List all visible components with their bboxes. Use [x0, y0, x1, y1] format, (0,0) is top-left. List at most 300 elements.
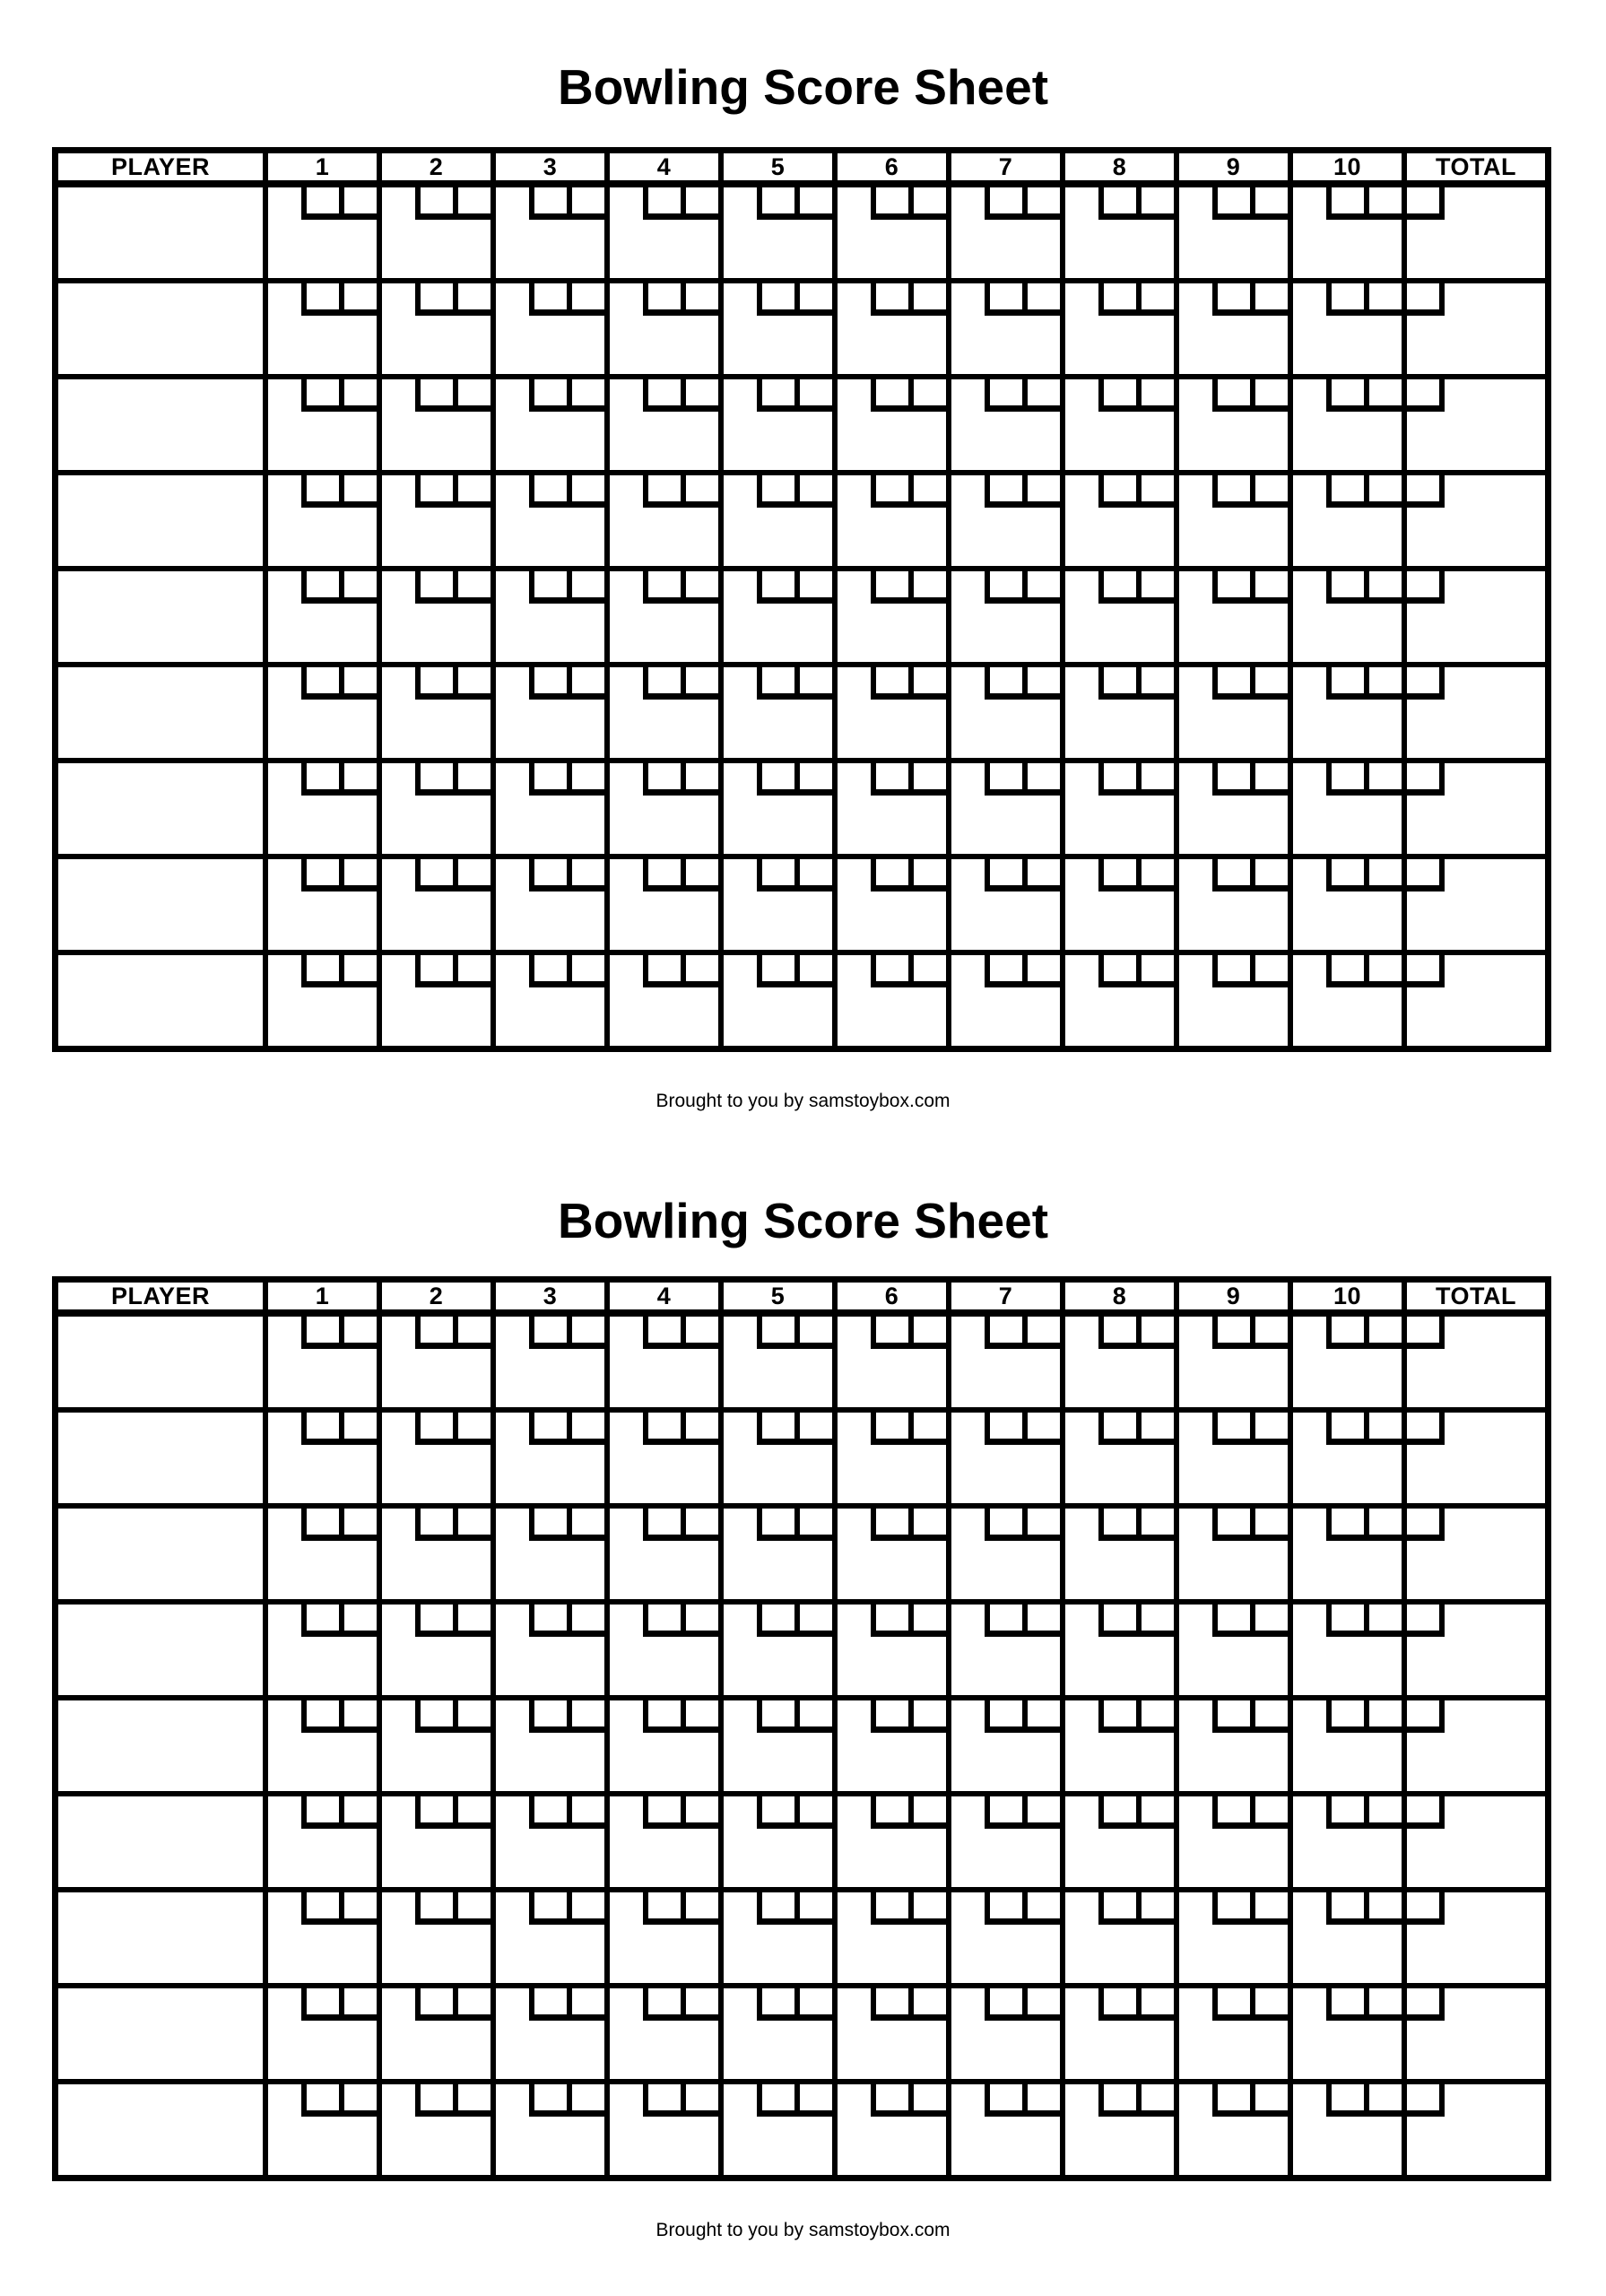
frame-5-cell [718, 1605, 832, 1695]
throw-boxes [757, 1509, 832, 1541]
throw-box [415, 379, 453, 405]
frame-10-cell [1288, 1509, 1402, 1599]
frame-10-cell [1288, 1605, 1402, 1695]
frame-4-cell [604, 571, 718, 662]
throw-box [1250, 187, 1288, 213]
throw-boxes [529, 1892, 604, 1925]
throw-boxes [301, 283, 377, 316]
frame-4-cell [604, 475, 718, 566]
throw-box [757, 1988, 794, 2014]
throw-boxes [1212, 667, 1288, 700]
throw-boxes [301, 1509, 377, 1541]
frame-6-cell [832, 1509, 946, 1599]
player-row [58, 662, 1545, 758]
throw-box [1022, 1413, 1060, 1439]
frame-9-cell [1174, 1317, 1288, 1407]
throw-boxes [643, 1509, 718, 1541]
header-frame-10: 10 [1288, 153, 1402, 181]
frame-2-cell [377, 1317, 490, 1407]
frame-7-cell [946, 1413, 1060, 1503]
total-cell [1402, 475, 1545, 566]
throw-box [453, 763, 490, 789]
throw-box [1326, 955, 1364, 981]
frame-5-cell [718, 1317, 832, 1407]
throw-box [301, 379, 339, 405]
player-row [58, 1599, 1545, 1695]
throw-boxes [757, 283, 832, 316]
frame-7-cell [946, 1892, 1060, 1983]
throw-boxes [985, 667, 1060, 700]
throw-boxes [529, 667, 604, 700]
frame-7-cell [946, 1509, 1060, 1599]
throw-box [757, 187, 794, 213]
throw-boxes [529, 1413, 604, 1445]
throw-box [643, 667, 681, 693]
throw-box [1364, 571, 1402, 597]
frame-10-cell [1288, 1700, 1402, 1791]
throw-box [339, 1796, 377, 1822]
throw-box [453, 187, 490, 213]
throw-boxes [1326, 1892, 1402, 1925]
frame-1-cell [263, 475, 377, 566]
throw-boxes [1098, 763, 1174, 796]
frame-9-cell [1174, 2084, 1288, 2175]
frame-7-cell [946, 475, 1060, 566]
frame-4-cell [604, 2084, 718, 2175]
throw-boxes [1326, 1413, 1402, 1445]
throw-boxes [1098, 955, 1174, 987]
total-cell [1402, 1700, 1545, 1791]
throw-box [643, 187, 681, 213]
frame-3-cell [490, 1796, 604, 1887]
throw-box-extra [1407, 379, 1445, 412]
player-name-cell [58, 1796, 263, 1887]
throw-boxes [643, 763, 718, 796]
throw-boxes [643, 1700, 718, 1733]
frame-2-cell [377, 475, 490, 566]
frame-5-cell [718, 2084, 832, 2175]
player-row [58, 758, 1545, 854]
throw-box [1136, 1509, 1174, 1535]
frame-7-cell [946, 2084, 1060, 2175]
throw-box [1250, 1700, 1288, 1726]
throw-box [1022, 1700, 1060, 1726]
throw-box [529, 1413, 567, 1439]
frame-6-cell [832, 571, 946, 662]
player-name-cell [58, 1988, 263, 2079]
throw-boxes [1098, 1509, 1174, 1541]
throw-box [643, 763, 681, 789]
throw-box [1250, 1796, 1288, 1822]
frame-4-cell [604, 667, 718, 758]
throw-boxes [1326, 187, 1402, 220]
throw-box [1364, 475, 1402, 501]
throw-box [643, 475, 681, 501]
throw-box [1098, 1413, 1136, 1439]
frame-7-cell [946, 1988, 1060, 2079]
frame-8-cell [1060, 283, 1174, 374]
throw-boxes [643, 859, 718, 891]
frame-6-cell [832, 859, 946, 950]
frame-8-cell [1060, 379, 1174, 470]
throw-box [1364, 187, 1402, 213]
throw-boxes [1212, 1988, 1288, 2021]
frame-4-cell [604, 379, 718, 470]
throw-box [1136, 955, 1174, 981]
throw-box [301, 955, 339, 981]
frame-10-cell [1288, 763, 1402, 854]
throw-box [908, 2084, 946, 2110]
throw-box [794, 475, 832, 501]
throw-boxes [1212, 1605, 1288, 1637]
throw-box [415, 667, 453, 693]
throw-box [301, 667, 339, 693]
throw-box [1364, 1796, 1402, 1822]
throw-box [339, 763, 377, 789]
header-frame-7: 7 [946, 153, 1060, 181]
throw-box [871, 1700, 908, 1726]
throw-box [1250, 859, 1288, 885]
header-frame-6: 6 [832, 1283, 946, 1310]
throw-boxes [301, 1796, 377, 1829]
frame-10-cell [1288, 1796, 1402, 1887]
throw-boxes [529, 1988, 604, 2021]
frame-4-cell [604, 763, 718, 854]
throw-box [1364, 2084, 1402, 2110]
throw-box [908, 1796, 946, 1822]
throw-boxes [985, 1796, 1060, 1829]
frame-8-cell [1060, 1413, 1174, 1503]
throw-box [908, 859, 946, 885]
throw-box [1212, 1796, 1250, 1822]
throw-boxes [871, 379, 946, 412]
throw-box [1326, 1317, 1364, 1343]
frame-9-cell [1174, 1892, 1288, 1983]
throw-boxes [301, 2084, 377, 2117]
score-sheet-1 [0, 0, 1606, 1113]
frame-3-cell [490, 283, 604, 374]
throw-boxes [757, 1892, 832, 1925]
throw-boxes [415, 667, 490, 700]
frame-2-cell [377, 283, 490, 374]
throw-box [415, 475, 453, 501]
frame-1-cell [263, 1892, 377, 1983]
total-cell [1402, 571, 1545, 662]
throw-box [1212, 2084, 1250, 2110]
frame-2-cell [377, 667, 490, 758]
throw-boxes [871, 667, 946, 700]
frame-1-cell [263, 1988, 377, 2079]
header-total: TOTAL [1402, 153, 1545, 181]
header-frame-4: 4 [604, 153, 718, 181]
throw-box [567, 2084, 604, 2110]
total-cell [1402, 1892, 1545, 1983]
throw-box [643, 1700, 681, 1726]
header-frame-3: 3 [490, 153, 604, 181]
throw-box [908, 955, 946, 981]
throw-box [415, 1509, 453, 1535]
frame-1-cell [263, 379, 377, 470]
throw-box [985, 859, 1022, 885]
total-cell [1402, 1988, 1545, 2079]
frame-4-cell [604, 187, 718, 278]
throw-boxes [985, 955, 1060, 987]
frame-3-cell [490, 1413, 604, 1503]
throw-boxes [643, 2084, 718, 2117]
throw-box [1326, 187, 1364, 213]
throw-box [1250, 763, 1288, 789]
throw-box [757, 571, 794, 597]
throw-box [453, 859, 490, 885]
throw-boxes [1212, 1700, 1288, 1733]
throw-boxes [985, 1700, 1060, 1733]
throw-boxes [415, 1413, 490, 1445]
throw-box [681, 187, 718, 213]
throw-box [1326, 1988, 1364, 2014]
throw-boxes [757, 859, 832, 891]
throw-box [567, 187, 604, 213]
throw-box [757, 1413, 794, 1439]
throw-box [681, 859, 718, 885]
throw-boxes [1212, 955, 1288, 987]
throw-box [1098, 1605, 1136, 1631]
throw-box-extra [1407, 1892, 1445, 1925]
throw-boxes [871, 187, 946, 220]
frame-1-cell [263, 283, 377, 374]
throw-boxes [529, 1605, 604, 1637]
frame-5-cell [718, 379, 832, 470]
throw-box [794, 859, 832, 885]
frame-2-cell [377, 1988, 490, 2079]
throw-box [529, 1892, 567, 1918]
throw-box [1136, 1892, 1174, 1918]
throw-box [415, 763, 453, 789]
throw-boxes [985, 187, 1060, 220]
frame-7-cell [946, 955, 1060, 1046]
throw-box [681, 2084, 718, 2110]
throw-box [794, 571, 832, 597]
throw-box [1136, 859, 1174, 885]
frame-10-cell [1288, 283, 1402, 374]
throw-box-extra [1407, 763, 1445, 796]
throw-box [757, 2084, 794, 2110]
throw-boxes [985, 1605, 1060, 1637]
throw-box [301, 1509, 339, 1535]
throw-box [871, 1605, 908, 1631]
throw-boxes [757, 1988, 832, 2021]
throw-box [985, 1317, 1022, 1343]
frame-9-cell [1174, 475, 1288, 566]
throw-box [1098, 475, 1136, 501]
frame-6-cell [832, 1605, 946, 1695]
frame-6-cell [832, 283, 946, 374]
frame-5-cell [718, 1988, 832, 2079]
throw-box [1022, 667, 1060, 693]
throw-box [301, 1796, 339, 1822]
throw-box [567, 283, 604, 309]
throw-boxes [1098, 1605, 1174, 1637]
throw-box [757, 1317, 794, 1343]
frame-7-cell [946, 187, 1060, 278]
throw-boxes [415, 1796, 490, 1829]
frame-10-cell [1288, 187, 1402, 278]
throw-box [1098, 1700, 1136, 1726]
frame-8-cell [1060, 667, 1174, 758]
throw-boxes [985, 571, 1060, 604]
throw-box [681, 1317, 718, 1343]
throw-box [1136, 1700, 1174, 1726]
throw-box [1212, 1605, 1250, 1631]
frame-4-cell [604, 1509, 718, 1599]
throw-box [985, 1700, 1022, 1726]
throw-box [985, 2084, 1022, 2110]
throw-box [1212, 571, 1250, 597]
player-name-cell [58, 859, 263, 950]
frame-9-cell [1174, 763, 1288, 854]
throw-box [643, 283, 681, 309]
throw-boxes [757, 763, 832, 796]
throw-box [1212, 187, 1250, 213]
throw-boxes [1326, 1317, 1402, 1349]
throw-box [908, 1700, 946, 1726]
throw-box [908, 763, 946, 789]
frame-5-cell [718, 859, 832, 950]
throw-boxes [757, 1796, 832, 1829]
throw-boxes [757, 955, 832, 987]
frame-5-cell [718, 1892, 832, 1983]
frame-7-cell [946, 859, 1060, 950]
throw-box [908, 379, 946, 405]
player-row [58, 1695, 1545, 1791]
throw-box [871, 1796, 908, 1822]
throw-box [1098, 1796, 1136, 1822]
throw-boxes [871, 859, 946, 891]
throw-boxes [415, 1700, 490, 1733]
throw-box [757, 859, 794, 885]
frame-2-cell [377, 571, 490, 662]
throw-box [567, 1892, 604, 1918]
throw-boxes [301, 955, 377, 987]
throw-boxes [415, 1988, 490, 2021]
throw-box [1022, 1988, 1060, 2014]
throw-boxes [985, 283, 1060, 316]
throw-box [301, 859, 339, 885]
throw-box [871, 571, 908, 597]
throw-boxes [301, 667, 377, 700]
throw-box [908, 1892, 946, 1918]
throw-box [1212, 1700, 1250, 1726]
throw-boxes [985, 1509, 1060, 1541]
frame-3-cell [490, 859, 604, 950]
throw-box [1212, 859, 1250, 885]
throw-boxes [871, 1988, 946, 2021]
total-cell [1402, 379, 1545, 470]
throw-box [985, 571, 1022, 597]
frame-3-cell [490, 1509, 604, 1599]
frame-2-cell [377, 1892, 490, 1983]
throw-box [1136, 379, 1174, 405]
throw-box [529, 1605, 567, 1631]
throw-boxes [643, 571, 718, 604]
throw-box [453, 1892, 490, 1918]
throw-box [1250, 2084, 1288, 2110]
frame-5-cell [718, 1413, 832, 1503]
throw-boxes [415, 475, 490, 508]
throw-box [567, 571, 604, 597]
throw-box [453, 955, 490, 981]
throw-box [453, 571, 490, 597]
total-cell [1402, 1317, 1545, 1407]
throw-boxes [985, 379, 1060, 412]
throw-boxes [1098, 475, 1174, 508]
throw-boxes [415, 1892, 490, 1925]
player-name-cell [58, 1413, 263, 1503]
throw-box [1136, 187, 1174, 213]
throw-box [643, 955, 681, 981]
frame-1-cell [263, 1413, 377, 1503]
throw-box [1022, 1605, 1060, 1631]
frame-5-cell [718, 187, 832, 278]
player-row [58, 950, 1545, 1046]
frame-3-cell [490, 763, 604, 854]
frame-8-cell [1060, 2084, 1174, 2175]
frame-6-cell [832, 1700, 946, 1791]
throw-box [643, 1413, 681, 1439]
throw-box [643, 1796, 681, 1822]
throw-box [529, 1509, 567, 1535]
frame-4-cell [604, 1605, 718, 1695]
throw-boxes [301, 1988, 377, 2021]
throw-box [681, 571, 718, 597]
throw-box [339, 955, 377, 981]
throw-box [1326, 1413, 1364, 1439]
frame-4-cell [604, 1317, 718, 1407]
throw-boxes [1326, 475, 1402, 508]
player-row [58, 566, 1545, 662]
throw-box [529, 1700, 567, 1726]
throw-box [643, 1317, 681, 1343]
throw-box [1136, 2084, 1174, 2110]
throw-box [339, 571, 377, 597]
throw-box [1136, 1413, 1174, 1439]
throw-box-extra [1407, 2084, 1445, 2117]
throw-box [1022, 1796, 1060, 1822]
throw-box-extra [1407, 1509, 1445, 1541]
total-cell [1402, 859, 1545, 950]
throw-box [681, 1796, 718, 1822]
header-frame-2: 2 [377, 153, 490, 181]
throw-box [453, 1413, 490, 1439]
frame-10-cell [1288, 379, 1402, 470]
throw-boxes [415, 1605, 490, 1637]
throw-box [339, 187, 377, 213]
throw-box [529, 379, 567, 405]
throw-box [1212, 1988, 1250, 2014]
throw-boxes [529, 859, 604, 891]
frame-8-cell [1060, 475, 1174, 566]
throw-box [529, 859, 567, 885]
score-table [52, 1276, 1551, 2181]
frame-9-cell [1174, 1988, 1288, 2079]
player-row [58, 854, 1545, 950]
throw-box [985, 1605, 1022, 1631]
throw-box [985, 667, 1022, 693]
total-cell [1402, 1413, 1545, 1503]
throw-box [567, 955, 604, 981]
throw-box [453, 667, 490, 693]
throw-boxes [1212, 859, 1288, 891]
throw-box [1098, 571, 1136, 597]
